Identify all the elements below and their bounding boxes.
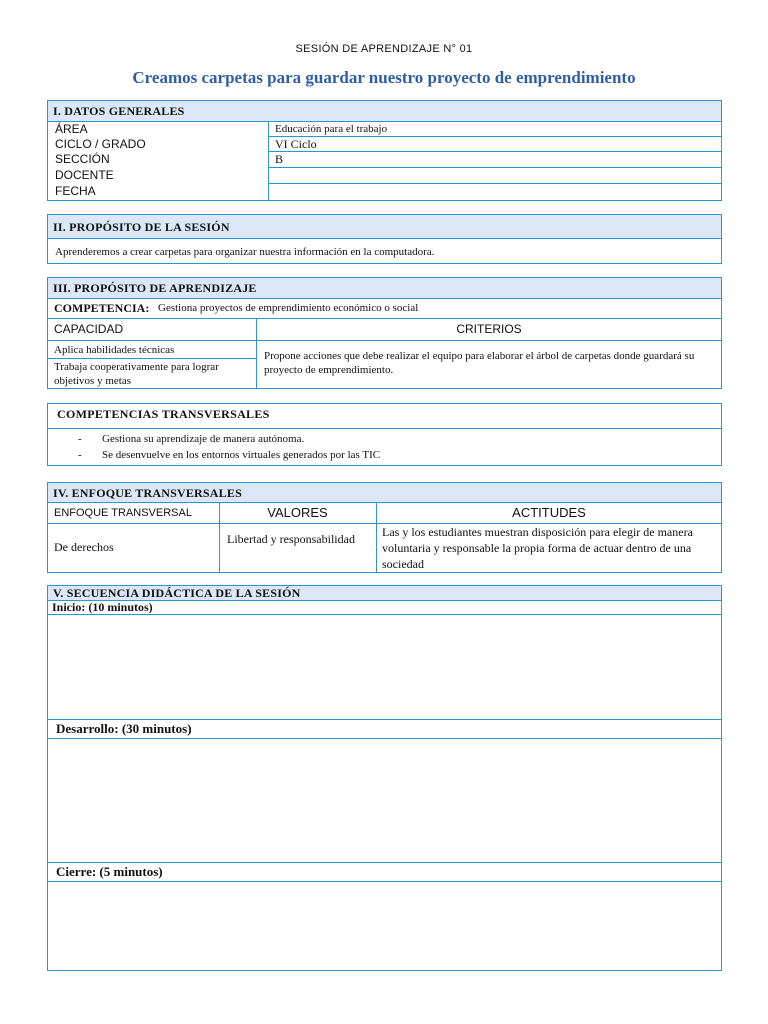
valores-value: Libertad y responsabilidad (227, 532, 355, 546)
enfoque-col-header: ENFOQUE TRANSVERSAL (54, 507, 192, 519)
inicio-label: Inicio: (10 minutos) (52, 600, 153, 614)
proposito-aprendizaje-header: III. PROPÓSITO DE APRENDIZAJE (48, 278, 721, 299)
actitudes-value: Las y los estudiantes muestran disposición para elegir de manera voluntaria y responsable la propia forma de actuar dentro de una sociedad (382, 525, 693, 571)
secuencia-header: V. SECUENCIA DIDÁCTICA DE LA SESIÓN (48, 586, 721, 601)
seccion-value: B (275, 152, 284, 166)
bullet-2: - (78, 449, 82, 461)
competencia-transversal-item-2: Se desenvuelve en los entornos virtuales generados por las TIC (102, 449, 381, 461)
competencias-transversales-header: COMPETENCIAS TRANSVERSALES (57, 407, 270, 421)
competencia-label: COMPETENCIA: (54, 301, 150, 315)
ciclo-grado-label: CICLO / GRADO (55, 137, 146, 151)
enfoque-value: De derechos (54, 540, 114, 554)
criterio-text: Propone acciones que debe realizar el equipo para elaborar el árbol de carpetas donde guardará su proyecto de emprendimiento. (264, 350, 695, 376)
capacidad-header: CAPACIDAD (54, 322, 124, 336)
bullet-1: - (78, 433, 82, 445)
area-value: Educación para el trabajo (275, 123, 388, 135)
fecha-label: FECHA (55, 184, 96, 198)
proposito-sesion-text: Aprenderemos a crear carpetas para organizar nuestra información en la computadora. (55, 246, 435, 258)
competencias-transversales-section (47, 403, 722, 466)
session-label: SESIÓN DE APRENDIZAJE N° 01 (295, 43, 473, 55)
competencia-text: Gestiona proyectos de emprendimiento económico o social (158, 302, 419, 314)
capacidad-item-2: Trabaja cooperativamente para lograr objetivos y metas (54, 361, 219, 387)
desarrollo-label: Desarrollo: (30 minutos) (56, 721, 192, 736)
proposito-sesion-header: II. PROPÓSITO DE LA SESIÓN (48, 215, 721, 239)
capacidad-item-1: Aplica habilidades técnicas (54, 344, 175, 356)
criterios-header: CRITERIOS (456, 322, 522, 336)
page-title: Creamos carpetas para guardar nuestro proyecto de emprendimiento (132, 68, 636, 87)
secuencia-section (47, 585, 722, 971)
enfoque-header: IV. ENFOQUE TRANSVERSALES (48, 483, 721, 503)
ciclo-grado-value: VI Ciclo (275, 137, 317, 151)
datos-generales-header: I. DATOS GENERALES (48, 101, 721, 122)
cierre-label: Cierre: (5 minutos) (56, 864, 163, 879)
docente-label: DOCENTE (55, 168, 114, 182)
competencia-transversal-item-1: Gestiona su aprendizaje de manera autónoma. (102, 433, 305, 445)
area-label: ÁREA (55, 122, 88, 136)
actitudes-col-header: ACTITUDES (512, 505, 586, 520)
proposito-sesion-section (47, 214, 722, 264)
seccion-label: SECCIÓN (55, 152, 110, 166)
valores-col-header: VALORES (267, 505, 328, 520)
